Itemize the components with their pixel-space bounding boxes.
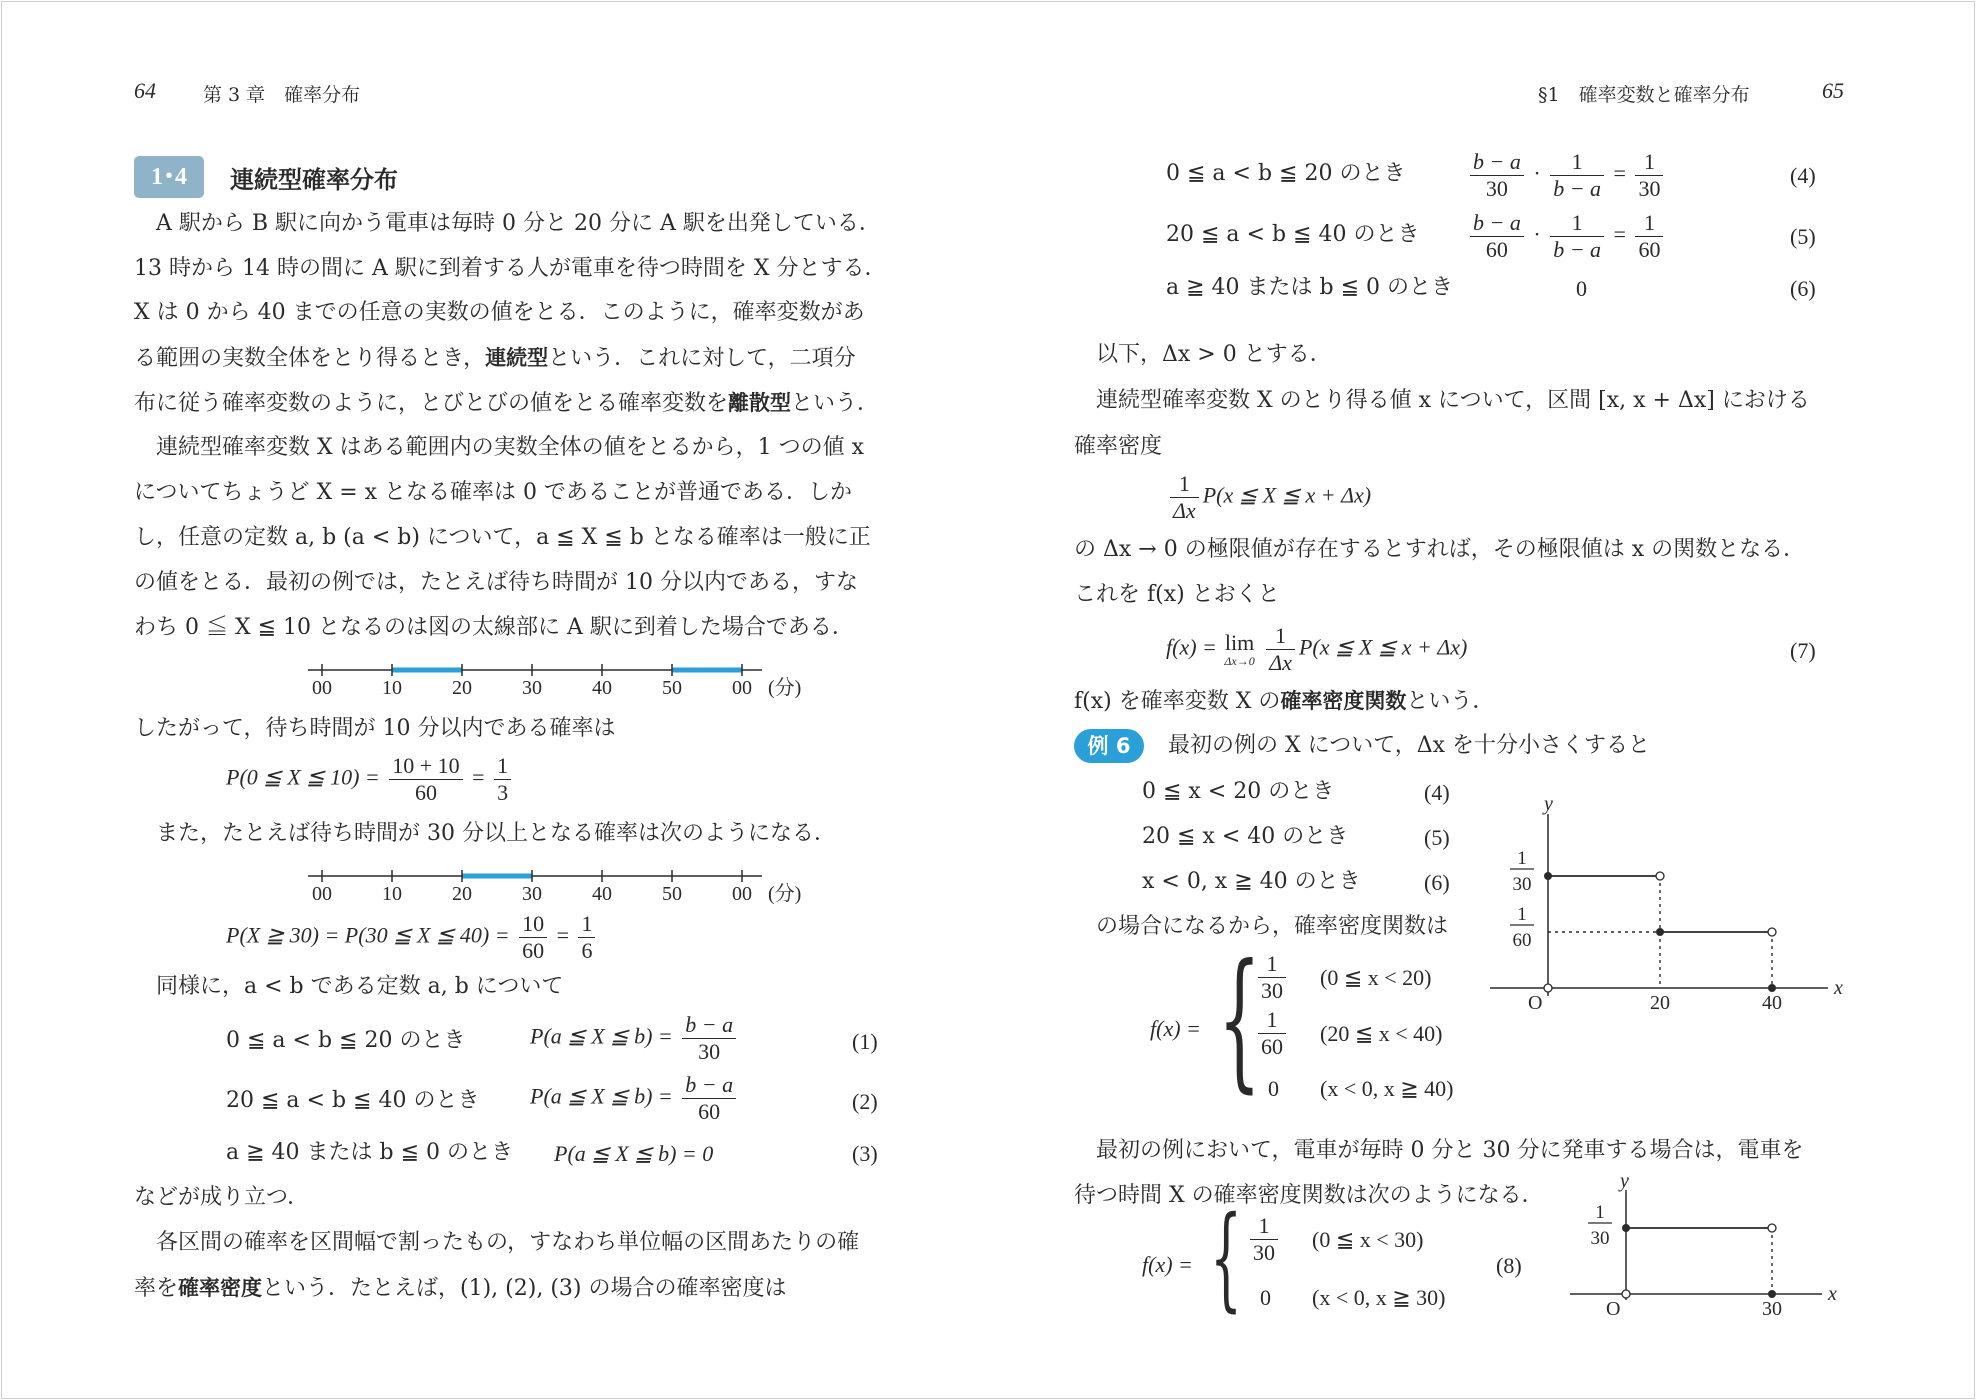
- timeline-diagram-2: [300, 866, 820, 911]
- example-case5-condition: 20 ≦ x < 40 のとき: [1142, 824, 1349, 849]
- timeline1-unit: (分): [768, 677, 802, 699]
- graph2-y-label: y: [1620, 1174, 1629, 1192]
- pdf1-case3-value: 0: [1268, 1076, 1279, 1101]
- pdf2-case2-condition: (x < 0, x ≧ 30): [1312, 1285, 1446, 1310]
- graph1-tick-20: 20: [1650, 992, 1670, 1014]
- equation-number-7: (7): [1790, 638, 1816, 663]
- example-case6-number: (6): [1424, 870, 1450, 895]
- para4: また，たとえば待ち時間が 30 分以上となる確率は次のようになる．: [156, 821, 836, 846]
- pdf1-brace: {: [1218, 933, 1261, 1107]
- equation-number-4: (4): [1790, 163, 1816, 188]
- case1-condition: 0 ≦ a < b ≦ 20 のとき: [226, 1028, 466, 1053]
- timeline1-tick: 50: [662, 677, 682, 699]
- timeline2-tick: 20: [452, 883, 472, 905]
- para-density-line1: 連続型確率変数 X のとり得る値 x について，区間 [x, x + Δx] における: [1096, 388, 1810, 413]
- graph2-level1-num: 1: [1595, 1202, 1605, 1223]
- left-page-number: 64: [134, 78, 156, 103]
- left-chapter-title: 第 3 章 確率分布: [203, 84, 361, 106]
- para7-line1: 各区間の確率を区間幅で割ったもの，すなわち単位幅の区間あたりの確: [156, 1230, 860, 1255]
- section-title: 連続型確率分布: [230, 166, 398, 194]
- graph1-level2-num: 1: [1517, 904, 1527, 925]
- para1-line2: 13 時から 14 時の間に A 駅に到着する人が電車を待つ時間を X 分とする．: [134, 256, 887, 281]
- pdf2-case1-value: $\frac{1}{30}$: [1246, 1214, 1282, 1265]
- pdf1-case1-value: $\frac{1}{30}$: [1254, 952, 1290, 1003]
- para-30min-line2: 待つ時間 X の確率密度関数は次のようになる．: [1074, 1183, 1544, 1208]
- graph1-level1-num: 1: [1517, 848, 1527, 869]
- para-density-line2: 確率密度: [1074, 434, 1163, 459]
- graph1-level1-den: 30: [1512, 874, 1532, 895]
- timeline2-unit: (分): [768, 883, 802, 905]
- equation-number-1: (1): [852, 1029, 878, 1054]
- case1-equation: P(a ≦ X ≦ b) = $\frac{b - a}{30}$: [530, 1013, 740, 1064]
- para-delta-x: 以下，Δx > 0 とする．: [1096, 342, 1332, 367]
- right-section-title: §1 確率変数と確率分布: [1538, 84, 1750, 106]
- equation-number-3: (3): [852, 1141, 878, 1166]
- equation-number-2: (2): [852, 1089, 878, 1114]
- graph1-origin: O: [1528, 992, 1543, 1014]
- pdf2-case1-condition: (0 ≦ x < 30): [1312, 1227, 1424, 1252]
- graph1-x-label: x: [1834, 977, 1843, 999]
- equation-7: f(x) = lim Δx→0 $\frac{1}{\Delta x}$ P(x ≦ X ≦ x + Δx): [1166, 623, 1468, 675]
- para-limit-line1: の Δx → 0 の極限値が存在するとすれば，その極限値は x の関数となる．: [1074, 537, 1806, 562]
- pdf1-case2-condition: (20 ≦ x < 40): [1320, 1021, 1443, 1046]
- term-continuous: 連続型: [485, 346, 549, 370]
- para2-line4: の値をとる．最初の例では，たとえば待ち時間が 10 分以内である，すな: [134, 570, 858, 595]
- section-number-badge: 1･4: [134, 156, 204, 198]
- example-6-text: 最初の例の X について，Δx を十分小さくすると: [1168, 733, 1651, 758]
- density5-condition: 20 ≦ a < b ≦ 40 のとき: [1166, 222, 1420, 247]
- timeline1-tick: 40: [592, 677, 612, 699]
- example-case5-number: (5): [1424, 825, 1450, 850]
- density4-condition: 0 ≦ a < b ≦ 20 のとき: [1166, 161, 1406, 186]
- timeline1-tick: 20: [452, 677, 472, 699]
- para1-line5: 布に従う確率変数のように，とびとびの値をとる確率変数を離散型という．: [134, 391, 880, 416]
- pdf-graph-1: [1490, 796, 1860, 1026]
- timeline1-tick: 00: [312, 677, 332, 699]
- case2-condition: 20 ≦ a < b ≦ 40 のとき: [226, 1088, 480, 1113]
- timeline-diagram-1: [300, 660, 820, 705]
- para7-line2: 率を確率密度という．たとえば，(1), (2), (3) の場合の確率密度は: [134, 1276, 787, 1301]
- example-conclusion: の場合になるから，確率密度関数は: [1096, 914, 1449, 939]
- pdf1-case2-value: $\frac{1}{60}$: [1254, 1008, 1290, 1059]
- para-limit-line2: これを f(x) とおくと: [1074, 582, 1280, 607]
- pdf2-case2-value: 0: [1260, 1285, 1271, 1310]
- graph2-level1-den: 30: [1590, 1228, 1610, 1249]
- pdf1-lhs: f(x) =: [1150, 1016, 1201, 1041]
- density6-condition: a ≧ 40 または b ≦ 0 のとき: [1166, 275, 1454, 300]
- graph2-x-label: x: [1828, 1283, 1837, 1305]
- para1-line1: A 駅から B 駅に向かう電車は毎時 0 分と 20 分に A 駅を出発している．: [156, 211, 881, 236]
- graph1-y-label: y: [1544, 796, 1553, 815]
- term-discrete: 離散型: [728, 391, 792, 415]
- para6: などが成り立つ．: [134, 1185, 310, 1210]
- timeline2-tick: 00: [312, 883, 332, 905]
- case3-condition: a ≧ 40 または b ≦ 0 のとき: [226, 1140, 514, 1165]
- timeline2-tick: 00: [732, 883, 752, 905]
- example-6-badge: 例 6: [1074, 729, 1144, 763]
- equation-number-6: (6): [1790, 276, 1816, 301]
- density6-value: 0: [1576, 276, 1587, 301]
- equation-p-0-10: P(0 ≦ X ≦ 10) = $\frac{10 + 10}{60}$ = $\frac{1}{3}$: [226, 754, 515, 805]
- case3-equation: P(a ≦ X ≦ b) = 0: [554, 1141, 714, 1166]
- density5-equation: $\frac{b - a}{60}$ · $\frac{1}{b - a}$ = $\frac{1}{60}$: [1466, 211, 1667, 262]
- graph1-tick-40: 40: [1762, 992, 1782, 1014]
- para3: したがって，待ち時間が 10 分以内である確率は: [134, 716, 616, 741]
- right-page-number: 65: [1822, 78, 1844, 103]
- timeline2-tick: 50: [662, 883, 682, 905]
- timeline2-tick: 40: [592, 883, 612, 905]
- para2-line2: についてちょうど X = x となる確率は 0 であることが普通である．しか: [134, 480, 853, 505]
- timeline1-tick: 30: [522, 677, 542, 699]
- density-definition-expression: $\frac{1}{\Delta x}$ P(x ≦ X ≦ x + Δx): [1166, 472, 1371, 523]
- term-probability-density: 確率密度: [178, 1276, 263, 1300]
- equation-number-8: (8): [1496, 1253, 1522, 1278]
- density4-equation: $\frac{b - a}{30}$ · $\frac{1}{b - a}$ = $\frac{1}{30}$: [1466, 150, 1667, 201]
- para5: 同様に，a < b である定数 a, b について: [156, 974, 564, 999]
- para1-line4: る範囲の実数全体をとり得るとき，連続型という．これに対して，二項分: [134, 346, 856, 371]
- para-pdf-definition: f(x) を確率変数 X の確率密度関数という．: [1074, 689, 1495, 714]
- equation-p-x-geq-30: P(X ≧ 30) = P(30 ≦ X ≦ 40) = $\frac{10}{60}$ = $\frac{1}{6}$: [226, 912, 599, 963]
- equation-number-5: (5): [1790, 224, 1816, 249]
- timeline1-tick: 10: [382, 677, 402, 699]
- graph2-origin: O: [1606, 1298, 1621, 1320]
- graph2-tick-30: 30: [1762, 1298, 1782, 1320]
- pdf2-brace: {: [1210, 1193, 1243, 1323]
- timeline2-tick: 30: [522, 883, 542, 905]
- timeline2-tick: 10: [382, 883, 402, 905]
- example-case4-condition: 0 ≦ x < 20 のとき: [1142, 779, 1335, 804]
- graph1-level2-den: 60: [1512, 930, 1532, 951]
- example-case4-number: (4): [1424, 780, 1450, 805]
- pdf1-case1-condition: (0 ≦ x < 20): [1320, 965, 1432, 990]
- para-30min-line1: 最初の例において，電車が毎時 0 分と 30 分に発車する場合は，電車を: [1096, 1138, 1804, 1163]
- para2-line3: し，任意の定数 a, b (a < b) について，a ≦ X ≦ b となる確率は一般に正: [134, 525, 871, 550]
- pdf1-case3-condition: (x < 0, x ≧ 40): [1320, 1076, 1454, 1101]
- timeline1-tick: 00: [732, 677, 752, 699]
- para2-line1: 連続型確率変数 X はある範囲内の実数全体の値をとるから，1 つの値 x: [156, 435, 865, 460]
- pdf-graph-2: [1570, 1174, 1870, 1334]
- term-pdf: 確率密度関数: [1280, 689, 1407, 713]
- case2-equation: P(a ≦ X ≦ b) = $\frac{b - a}{60}$: [530, 1073, 740, 1124]
- para2-line5: わち 0 ≦ X ≦ 10 となるのは図の太線部に A 駅に到着した場合である．: [134, 615, 854, 640]
- para1-line3: X は 0 から 40 までの任意の実数の値をとる．このように，確率変数があ: [134, 300, 865, 325]
- example-case6-condition: x < 0, x ≧ 40 のとき: [1142, 869, 1361, 894]
- pdf2-lhs: f(x) =: [1142, 1252, 1193, 1277]
